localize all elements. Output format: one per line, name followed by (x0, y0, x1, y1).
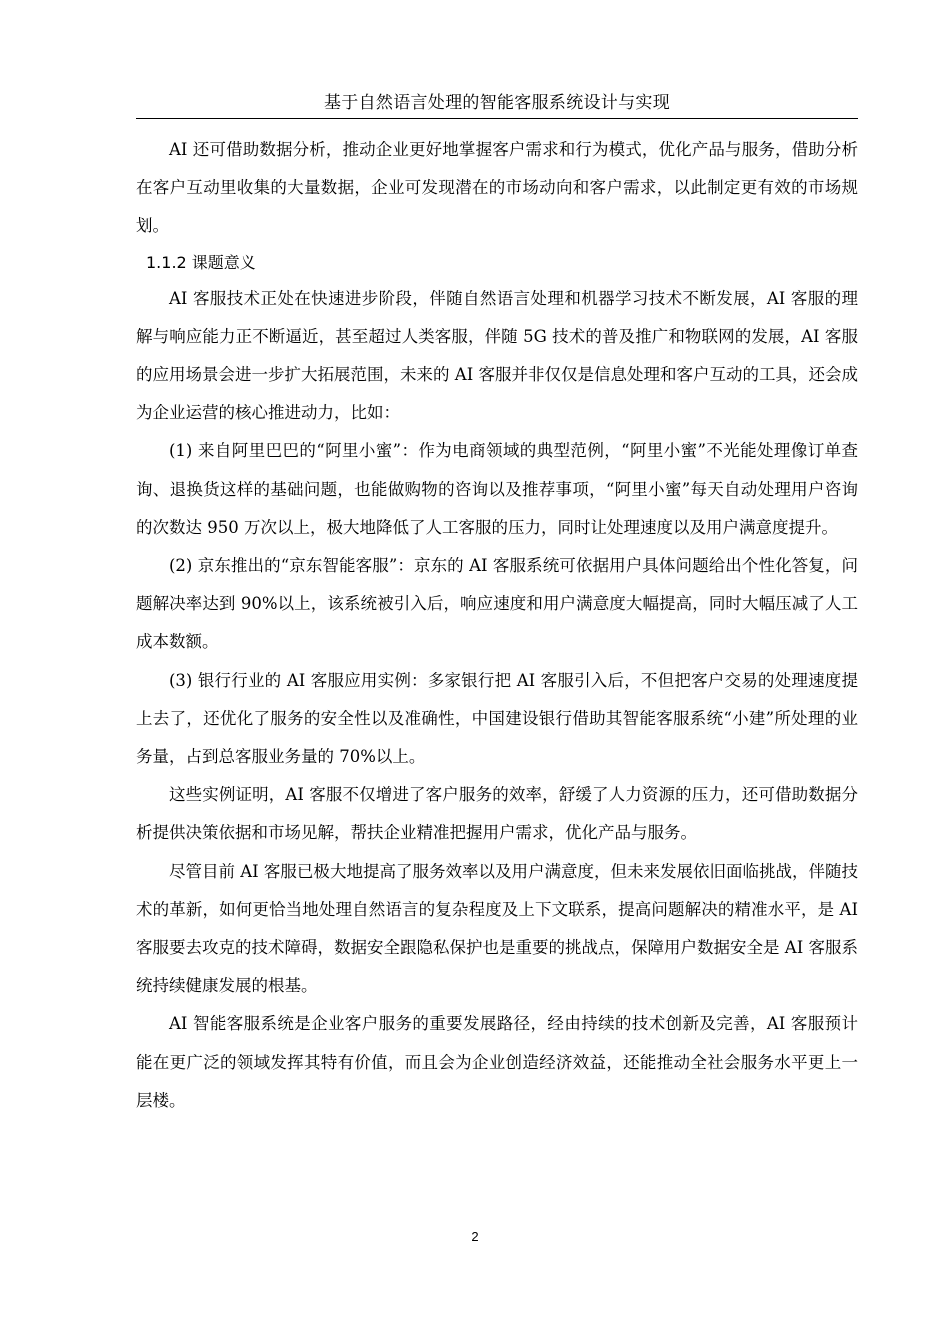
page-body (136, 131, 858, 1120)
paragraph-data-analysis: AI 还可借助数据分析，推动企业更好地掌握客户需求和行为模式，优化产品与服务，借助分析在客户互动里收集的大量数据，企业可发现潜在的市场动向和客户需求，以此制定更有效的市场规划。 (136, 140, 858, 236)
paragraph-examples-summary: 这些实例证明，AI 客服不仅增进了客户服务的效率，舒缓了人力资源的压力，还可借助数据分析提供决策依据和市场见解，帮扶企业精准把握用户需求，优化产品与服务。 (136, 785, 858, 843)
page-number: 2 (471, 1229, 479, 1244)
paragraph-ai-progress: AI 客服技术正处在快速进步阶段，伴随自然语言处理和机器学习技术不断发展，AI 客服的理解与响应能力正不断逼近，甚至超过人类客服，伴随 5G 技术的普及推广和物联网的发展，AI 客服的应用场景会进一步扩大拓展范围，未来的 AI 客服并非仅仅是信息处理和客户互动的工具，还会成为企业运营的核心推进动力，比如： (136, 288, 858, 423)
paragraph-example-jd: (2) 京东推出的“京东智能客服”：京东的 AI 客服系统可依据用户具体问题给出个性化答复，问题解决率达到 90%以上，该系统被引入后，响应速度和用户满意度大幅提高，同时大幅压减了人工成本数额。 (136, 556, 858, 652)
running-header: 基于自然语言处理的智能客服系统设计与实现 (136, 88, 858, 119)
paragraph-conclusion: AI 智能客服系统是企业客户服务的重要发展路径，经由持续的技术创新及完善，AI 客服预计能在更广泛的领域发挥其特有价值，而且会为企业创造经济效益，还能推动全社会服务水平更上一层楼。 (136, 1014, 858, 1110)
paragraph-example-alibaba: (1) 来自阿里巴巴的“阿里小蜜”：作为电商领域的典型范例，“阿里小蜜”不光能处理像订单查询、退换货这样的基础问题，也能做购物的咨询以及推荐事项，“阿里小蜜”每天自动处理用户咨询的次数达 950 万次以上，极大地降低了人工客服的压力，同时让处理速度以及用户满意度提升。 (136, 441, 858, 537)
paragraph-challenges: 尽管目前 AI 客服已极大地提高了服务效率以及用户满意度，但未来发展依旧面临挑战，伴随技术的革新，如何更恰当地处理自然语言的复杂程度及上下文联系，提高问题解决的精准水平，是 AI 客服要去攻克的技术障碍，数据安全跟隐私保护也是重要的挑战点，保障用户数据安全是 AI 客服系统持续健康发展的根基。 (136, 861, 858, 996)
paragraph-example-bank: (3) 银行行业的 AI 客服应用实例：多家银行把 AI 客服引入后，不但把客户交易的处理速度提上去了，还优化了服务的安全性以及准确性，中国建设银行借助其智能客服系统“小建”所处理的业务量，占到总客服业务量的 70%以上。 (136, 670, 858, 767)
section-heading: 1.1.2 课题意义 (146, 252, 256, 272)
